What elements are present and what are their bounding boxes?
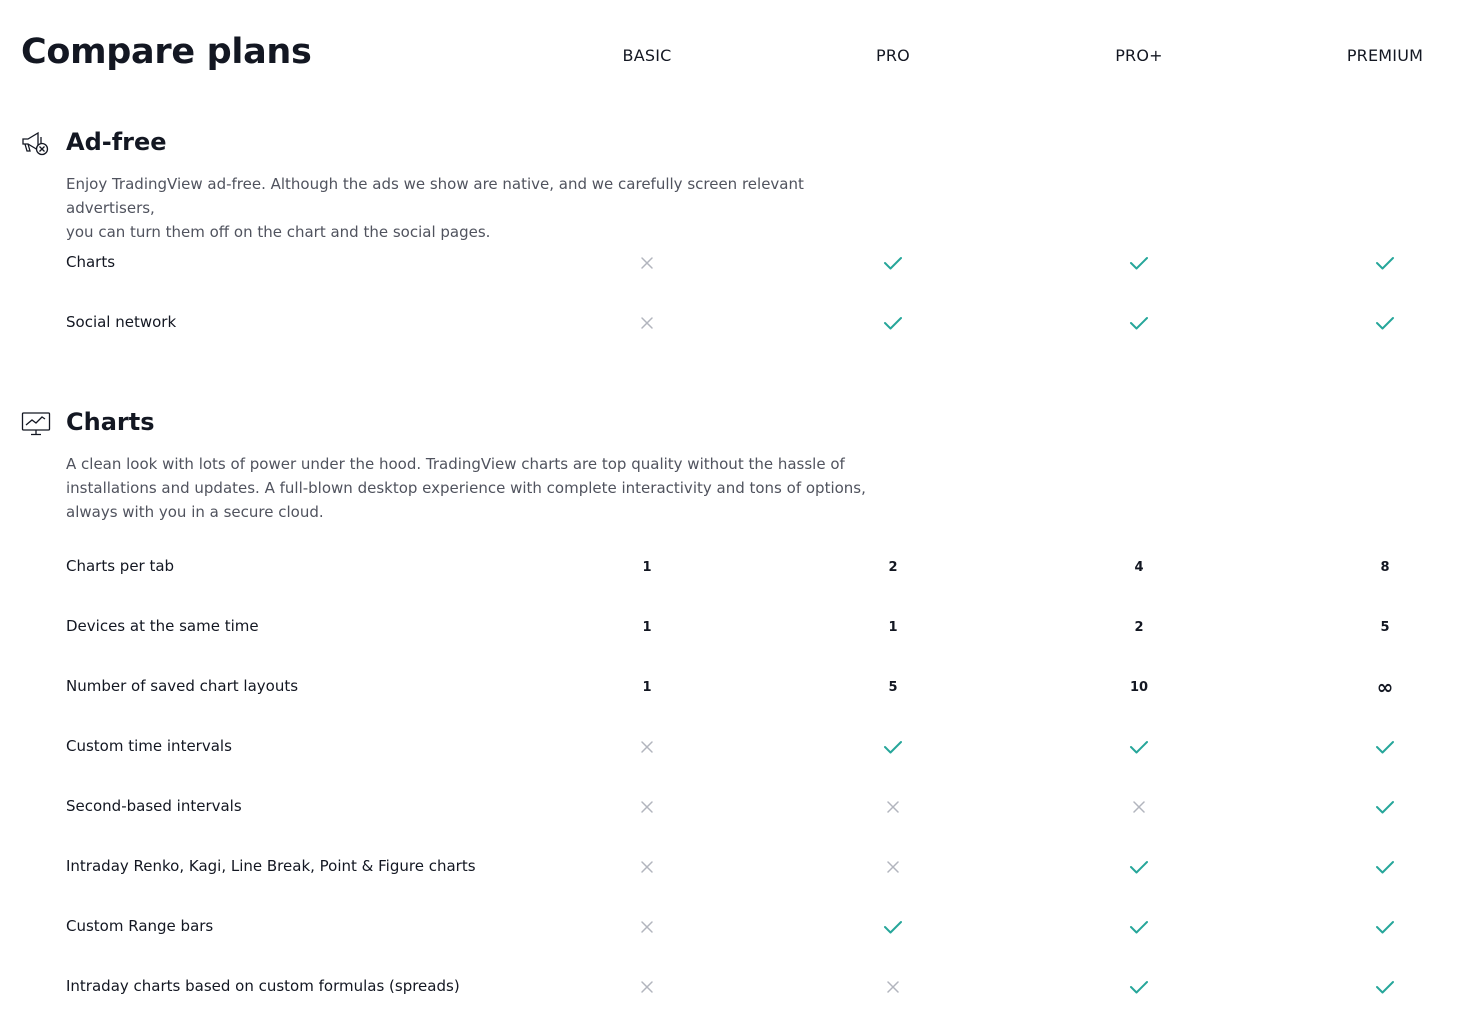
section-description [66, 172, 886, 244]
feature-row [0, 243, 1470, 283]
cross-icon-basic [617, 727, 677, 767]
chart-monitor-icon [21, 410, 51, 438]
cross-icon-basic [617, 847, 677, 887]
cross-icon-basic [617, 303, 677, 343]
value-text: 2 [888, 559, 898, 575]
section-title: Ad-free [66, 128, 167, 156]
value-text: 2 [1134, 619, 1144, 635]
description-line: A clean look with lots of power under the hood. TradingView charts are top quality without the hassle of [66, 455, 845, 473]
value-cell-pro [863, 667, 923, 707]
value-cell-pro [863, 547, 923, 587]
description-line: installations and updates. A full-blown desktop experience with complete interactivity and tons of options, [66, 479, 866, 497]
check-icon-premium [1355, 967, 1415, 1007]
value-cell-basic [617, 667, 677, 707]
feature-label: Number of saved chart layouts [66, 677, 299, 695]
value-cell-premium [1355, 667, 1415, 707]
value-text: 1 [888, 619, 898, 635]
check-icon-pro-plus [1109, 727, 1169, 767]
value-cell-basic [617, 607, 677, 647]
feature-row [0, 667, 1470, 707]
feature-row [0, 607, 1470, 647]
feature-row [0, 967, 1470, 1007]
check-icon-pro [863, 243, 923, 283]
feature-row [0, 727, 1470, 767]
value-cell-pro-plus [1109, 607, 1169, 647]
plan-header-pro: PRO [876, 46, 910, 65]
value-text: 5 [1380, 619, 1390, 635]
check-icon-pro-plus [1109, 907, 1169, 947]
check-icon-premium [1355, 847, 1415, 887]
check-icon-premium [1355, 243, 1415, 283]
cross-icon-basic [617, 907, 677, 947]
check-icon-pro-plus [1109, 847, 1169, 887]
feature-label: Intraday charts based on custom formulas (spreads) [66, 977, 460, 995]
value-cell-premium [1355, 607, 1415, 647]
cross-icon-basic [617, 787, 677, 827]
plan-header-premium: PREMIUM [1346, 46, 1424, 65]
value-cell-basic [617, 547, 677, 587]
plan-header-basic: BASIC [622, 46, 672, 65]
check-icon-pro [863, 727, 923, 767]
value-text: 1 [642, 679, 652, 695]
check-icon-pro-plus [1109, 303, 1169, 343]
check-icon-premium [1355, 727, 1415, 767]
cross-icon-basic [617, 967, 677, 1007]
feature-row [0, 847, 1470, 887]
check-icon-pro [863, 303, 923, 343]
check-icon-pro [863, 907, 923, 947]
check-icon-premium [1355, 303, 1415, 343]
feature-row [0, 907, 1470, 947]
value-cell-premium [1355, 547, 1415, 587]
feature-row [0, 547, 1470, 587]
cross-icon-pro [863, 967, 923, 1007]
description-line: you can turn them off on the chart and the social pages. [66, 223, 491, 241]
check-icon-pro-plus [1109, 967, 1169, 1007]
check-icon-pro-plus [1109, 243, 1169, 283]
feature-label: Charts per tab [66, 557, 175, 575]
feature-row [0, 787, 1470, 827]
cross-icon-pro-plus [1109, 787, 1169, 827]
value-text: 8 [1380, 559, 1390, 575]
value-text: 5 [888, 679, 898, 695]
description-line: always with you in a secure cloud. [66, 503, 324, 521]
feature-label: Second-based intervals [66, 797, 242, 815]
check-icon-premium [1355, 907, 1415, 947]
value-text: ∞ [1376, 675, 1394, 699]
value-text: 4 [1134, 559, 1144, 575]
section-description [66, 452, 886, 524]
feature-label: Intraday Renko, Kagi, Line Break, Point & Figure charts [66, 857, 476, 875]
page-title: Compare plans [21, 32, 312, 72]
cross-icon-pro [863, 847, 923, 887]
feature-row [0, 303, 1470, 343]
ad-block-megaphone-icon [21, 130, 51, 158]
value-text: 10 [1129, 679, 1149, 695]
check-icon-premium [1355, 787, 1415, 827]
cross-icon-pro [863, 787, 923, 827]
value-cell-pro [863, 607, 923, 647]
value-text: 1 [642, 559, 652, 575]
feature-label: Social network [66, 313, 177, 331]
section-title: Charts [66, 408, 155, 436]
feature-label: Custom time intervals [66, 737, 232, 755]
value-cell-pro-plus [1109, 547, 1169, 587]
feature-label: Custom Range bars [66, 917, 214, 935]
cross-icon-basic [617, 243, 677, 283]
value-text: 1 [642, 619, 652, 635]
value-cell-pro-plus [1109, 667, 1169, 707]
plan-header-pro-plus: PRO+ [1115, 46, 1163, 65]
description-line: Enjoy TradingView ad-free. Although the ads we show are native, and we carefully screen relevant advertisers, [66, 175, 804, 217]
feature-label: Devices at the same time [66, 617, 259, 635]
feature-label: Charts [66, 253, 116, 271]
